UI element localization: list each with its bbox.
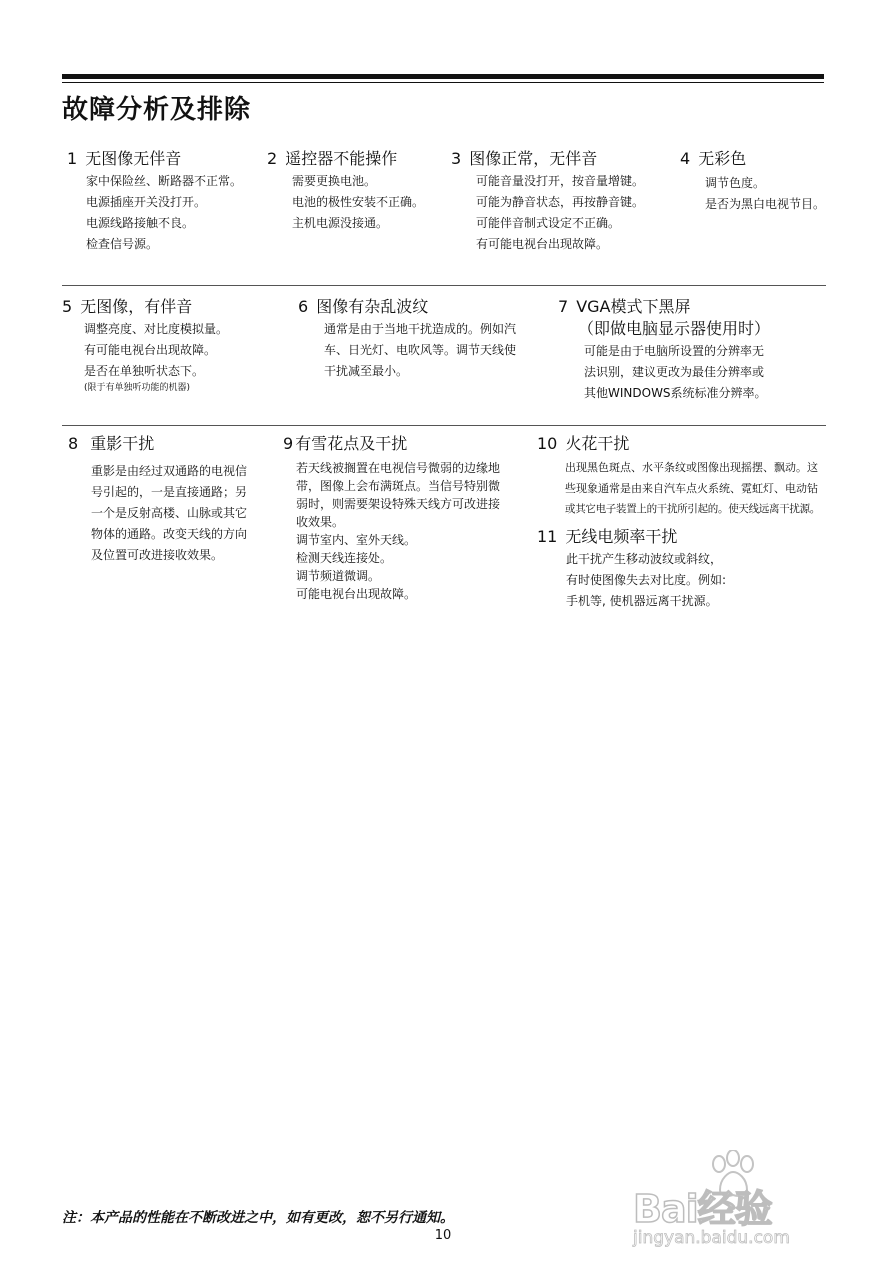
item-title: 图像正常，无伴音 <box>469 149 598 168</box>
header-rule-thick <box>62 74 824 79</box>
item-number: 9 <box>283 434 294 453</box>
item-line: 电池的极性安装不正确。 <box>292 195 425 209</box>
item-line: 调节频道微调。 <box>296 569 381 583</box>
item-number: 4 <box>680 149 691 168</box>
item-title: 有雪花点及干扰 <box>295 434 408 453</box>
trouble-item-6 <box>298 296 516 382</box>
trouble-item-9 <box>283 433 500 603</box>
item-title: 无图像无伴音 <box>85 149 182 168</box>
trouble-item-1 <box>67 148 242 255</box>
section-divider <box>62 285 826 286</box>
item-line: 通常是由于当地干扰造成的。例如汽 <box>324 322 517 336</box>
item-line: 其他WINDOWS系统标准分辨率。 <box>584 386 767 400</box>
item-title: 无线电频率干扰 <box>565 527 678 546</box>
item-subtitle: （即做电脑显示器使用时） <box>578 319 771 338</box>
item-title: 图像有杂乱波纹 <box>316 297 429 316</box>
item-line: 检查信号源。 <box>86 237 159 251</box>
item-line: 车、日光灯、电吹风等。调节天线使 <box>324 343 517 357</box>
item-title: 无彩色 <box>698 149 747 168</box>
item-title: VGA模式下黑屏 <box>576 297 691 316</box>
item-line: 主机电源没接通。 <box>292 216 389 230</box>
trouble-item-4 <box>680 148 825 215</box>
trouble-item-5 <box>62 296 228 395</box>
item-line: 物体的通路。改变天线的方向 <box>91 527 248 541</box>
item-line: 法识别，建议更改为最佳分辨率或 <box>584 365 765 379</box>
trouble-item-11 <box>537 526 726 612</box>
watermark-url: jingyan.baidu.com <box>633 1228 790 1248</box>
trouble-item-2 <box>267 148 424 234</box>
page-title: 故障分析及排除 <box>62 95 252 125</box>
trouble-item-10 <box>537 433 820 520</box>
page-number: 10 <box>434 1228 452 1243</box>
item-line: 可能电视台出现故障。 <box>296 587 417 601</box>
item-line: 及位置可改进接收效果。 <box>91 548 224 562</box>
item-line: 此干扰产生移动波纹或斜纹， <box>566 552 723 566</box>
item-line: 可能音量没打开，按音量增键。 <box>476 174 645 188</box>
item-line: 家中保险丝、断路器不正常。 <box>86 174 243 188</box>
item-line: 些现象通常是由来自汽车点火系统、霓虹灯、电动钻 <box>565 482 818 495</box>
section-divider <box>62 425 826 426</box>
item-line: 电源插座开关没打开。 <box>86 195 207 209</box>
trouble-item-8 <box>68 433 247 566</box>
item-line: 有可能电视台出现故障。 <box>476 237 609 251</box>
item-line: 有时使图像失去对比度。例如: <box>566 573 727 587</box>
item-number: 7 <box>558 297 569 316</box>
item-number: 10 <box>537 434 558 453</box>
item-line: 检测天线连接处。 <box>296 551 393 565</box>
header-rule-thin <box>62 82 824 83</box>
trouble-item-7 <box>558 296 770 404</box>
item-line: 可能伴音制式设定不正确。 <box>476 216 621 230</box>
item-line: 可能为静音状态，再按静音键。 <box>476 195 645 209</box>
item-line: 调节室内、室外天线。 <box>296 533 417 547</box>
item-title: 重影干扰 <box>90 434 155 453</box>
item-title: 无图像，有伴音 <box>80 297 193 316</box>
item-number: 2 <box>267 149 278 168</box>
item-line: 重影是由经过双通路的电视信 <box>91 464 248 478</box>
item-line: 收效果。 <box>296 515 345 529</box>
item-number: 1 <box>67 149 78 168</box>
item-line: 或其它电子装置上的干扰所引起的。使天线远离干扰源。 <box>565 503 820 515</box>
item-number: 11 <box>537 527 558 546</box>
item-line: 手机等, 使机器远离干扰源。 <box>566 594 718 608</box>
item-line: 可能是由于电脑所设置的分辨率无 <box>584 344 765 358</box>
item-number: 3 <box>451 149 462 168</box>
item-note: (限于有单独听功能的机器) <box>84 383 191 393</box>
item-line: 电源线路接触不良。 <box>86 216 195 230</box>
item-line: 若天线被搁置在电视信号微弱的边缘地 <box>296 461 501 475</box>
item-line: 出现黑色斑点、水平条纹或图像出现摇摆、飘动。这 <box>565 461 818 474</box>
item-line: 有可能电视台出现故障。 <box>84 343 217 357</box>
item-title: 遥控器不能操作 <box>285 149 398 168</box>
item-number: 8 <box>68 434 79 453</box>
item-line: 干扰减至最小。 <box>324 364 409 378</box>
item-title: 火花干扰 <box>565 434 630 453</box>
item-line: 号引起的，一是直接通路；另 <box>91 485 248 499</box>
item-line: 调整亮度、对比度模拟量。 <box>84 322 229 336</box>
footnote: 注：本产品的性能在不断改进之中，如有更改，恕不另行通知。 <box>62 1210 454 1226</box>
item-line: 是否为黑白电视节目。 <box>705 197 826 211</box>
item-number: 5 <box>62 297 73 316</box>
item-line: 是否在单独听状态下。 <box>84 364 205 378</box>
item-line: 带，图像上会布满斑点。当信号特别微 <box>296 479 501 493</box>
watermark-brand: Bai经验 <box>633 1187 772 1231</box>
item-number: 6 <box>298 297 309 316</box>
trouble-item-3 <box>451 148 644 255</box>
item-line: 调节色度。 <box>705 176 766 190</box>
item-line: 需要更换电池。 <box>292 174 377 188</box>
item-line: 弱时，则需要架设特殊天线方可改进接 <box>296 497 501 511</box>
item-line: 一个是反射高楼、山脉或其它 <box>91 506 248 520</box>
